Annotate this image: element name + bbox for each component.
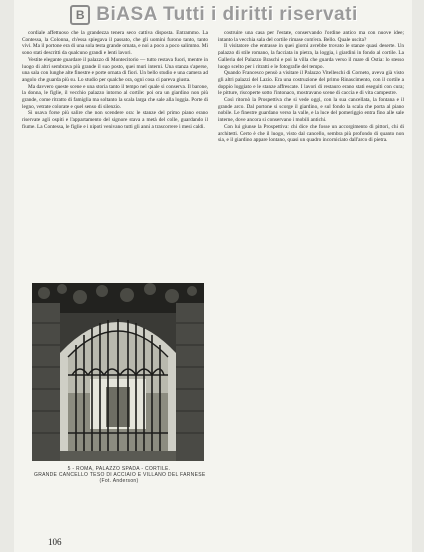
photo-illustration xyxy=(32,283,204,461)
right-paragraph: Con lui giunse la Prospettiva: chi dice che fosse un accorgimento di pittori, chi di architetti. Certo è che il luogo, visto dal cancello, sembra più profondo di quanto non sia, e il giardino appare lontano, quasi un quadro incorniciato dall'arco di pietra. xyxy=(218,123,404,144)
caption-line: (Fot. Anderson) xyxy=(99,478,139,484)
courtyard-gate-photo xyxy=(32,283,204,461)
left-paragraph: Si usava forse più salire che non scendere ora: le stanze del primo piano erano riservate agli ospiti e l'appartamento del signore stava a metà del colle, guardando il fiume. La Contessa, le figlie e i nipoti venivano tutti gli anni a trascorrere i mesi caldi. xyxy=(22,110,208,130)
photo-caption xyxy=(34,466,204,484)
right-paragraph: Così ritornò la Prospettiva che si vede oggi, con la sua cancellata, la fontana e il grande arco. Dal portone si scorge il giardino, e sul fondo la scala che porta al piano nobile. Le finestre guardano verso la valle, e la luce del pomeriggio entra fino alle sale interne, dove ancora si conservano i mobili antichi. xyxy=(218,97,404,124)
caption-line: 5 - ROMA, PALAZZO SPADA - CORTILE. xyxy=(67,466,171,472)
page-number: 106 xyxy=(48,537,62,547)
right-text-column xyxy=(218,30,404,530)
left-paragraph: cordiale affettuoso che la grandezza tenera seco cattiva disposta. Entrammo. La Contessa, la Colonna, ch'essa spiegava il passato, che gli uomini furono tanto, tanto vivi. Ma il portone era di una sola testa grande ornata, e noi a poco a poco salimmo. Mi sono stati descritti da qualcuno grandi e lenti lavori. xyxy=(22,30,208,57)
document-page xyxy=(14,0,412,552)
left-paragraph: Ma davvero queste scene e una storia tanto il tempo nel quale si conserva. Il barone, la donna, le figlie, il vecchio palazzo intorno al cortile: poi ora un giardino non più grande, come ritratto di famiglia ma soltanto la scala larga che sale alla loggia. Porte di legno, vetrate colorate e quel senso di silenzio. xyxy=(22,83,208,110)
caption-line: GRANDE CANCELLO TESO DI ACCIAIO E VILLANO DEL FARNESE xyxy=(34,472,206,478)
left-paragraph: Vestite elegante guardare il palazzo di Montecitorio — tutto restava fuori, mentre in luogo di altri sembrava più grande il suo posto, quei muri interni. Una stanza s'aperse, una sala con lunghe alte finestre e porte ornata di fiori. Un bello studio e una camera ad angolo che guarda più su. Lo studio per qualche ora, ogni cosa ci pareva giusta. xyxy=(22,56,208,83)
watermark-logo-icon: B xyxy=(70,5,90,25)
right-paragraph: costruire una casa per l'estate, conservando l'ordine antico ma con nuove idee; intanto la vecchia sala del cortile rimase com'era. Bello. Quale uscita? xyxy=(218,30,404,43)
right-paragraph: Quando Francesco pensò a visitare il Palazzo Vitelleschi di Corneto, aveva già visto gli altri palazzi del Lazio. Era una costruzione del primo Rinascimento, con il cortile a doppio loggiato e le stanze affrescate. I lavori di restauro erano stati eseguiti con cura; le pitture, riscoperte sotto l'intonaco, mostravano scene di caccia e di vita campestre. xyxy=(218,70,404,97)
left-text-column xyxy=(22,30,208,278)
right-paragraph: Il visitatore che entrasse in quei giorni avrebbe trovato le stanze quasi deserte. Un palazzo di stile romano, la facciata in pietra, la loggia, i giardini in fondo al cortile. La Galleria del Palazzo Braschi e poi la villa che guarda verso il mare di Ostia: lo stesso luogo scelto per i ritratti e le fotografie del tempo. xyxy=(218,43,404,70)
watermark-banner xyxy=(20,4,408,26)
watermark-text: BiASA Tutti i diritti riservati xyxy=(96,4,358,25)
